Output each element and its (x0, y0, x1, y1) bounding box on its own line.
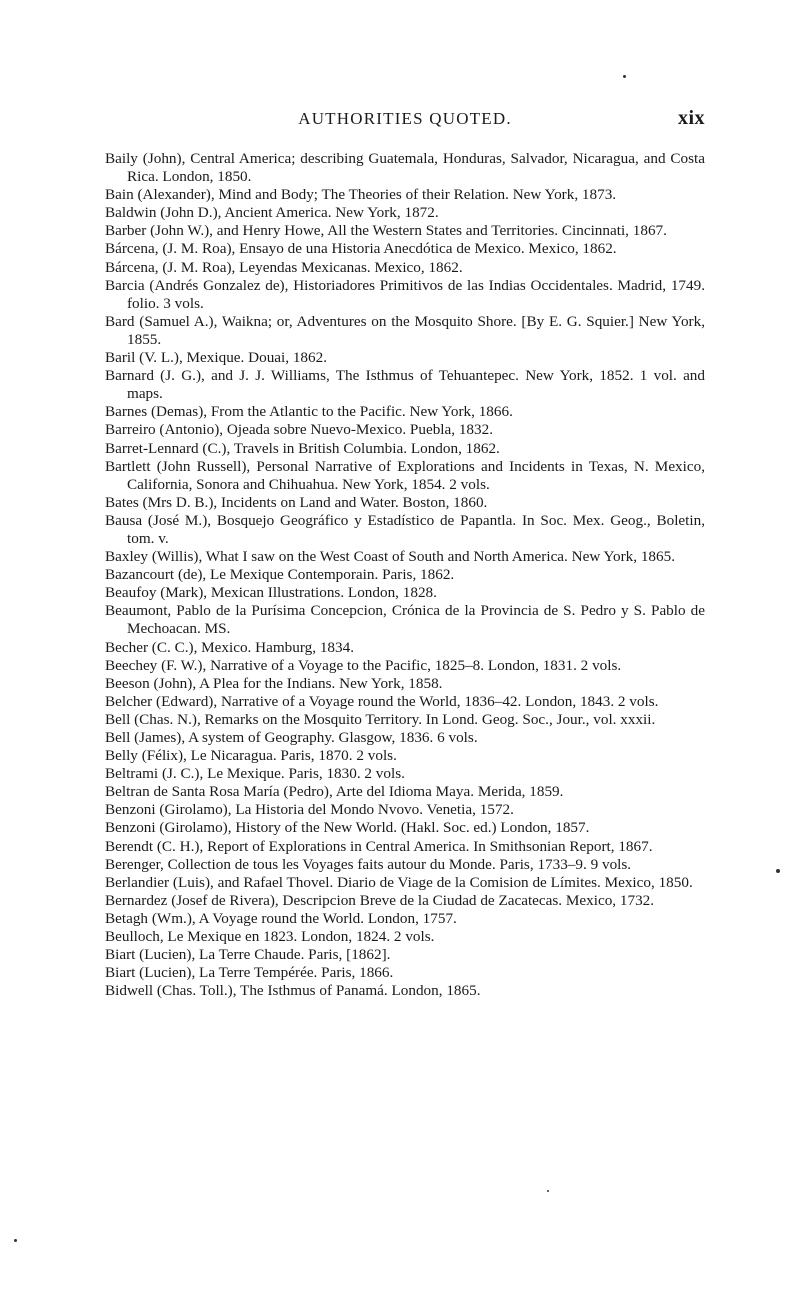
bibliography-entry: Bard (Samuel A.), Waikna; or, Adventures on the Mosquito Shore. [By E. G. Squier.] New York, 1855. (105, 312, 705, 348)
bibliography-entry: Beltrami (J. C.), Le Mexique. Paris, 1830. 2 vols. (105, 765, 405, 783)
bibliography-entry: Bernardez (Josef de Rivera), Descripcion Breve de la Ciudad de Zacatecas. Mexico, 1732. (105, 891, 655, 909)
bibliography-entry: Benzoni (Girolamo), History of the New World. (Hakl. Soc. ed.) London, 1857. (105, 819, 590, 837)
bibliography-entry: Bartlett (John Russell), Personal Narrative of Explorations and Incidents in Texas, N. Mexico, California, Sonora and Chihuahua. New York, 1854. 2 vols. (105, 457, 705, 493)
bibliography-entry: Barreiro (Antonio), Ojeada sobre Nuevo-Mexico. Puebla, 1832. (105, 421, 494, 439)
bibliography-entry: Barcia (Andrés Gonzalez de), Historiadores Primitivos de las Indias Occidentales. Madrid, 1749. folio. 3 vols. (105, 276, 705, 312)
bibliography-entry: Baldwin (John D.), Ancient America. New York, 1872. (105, 204, 439, 222)
bibliography-entry: Baily (John), Central America; describing Guatemala, Honduras, Salvador, Nicaragua, and Costa Rica. London, 1850. (105, 150, 705, 186)
bibliography-entry: Bárcena, (J. M. Roa), Leyendas Mexicanas. Mexico, 1862. (105, 258, 463, 276)
bibliography-entry: Beulloch, Le Mexique en 1823. London, 1824. 2 vols. (105, 928, 435, 946)
bibliography-list (105, 150, 705, 1000)
bibliography-entry: Berendt (C. H.), Report of Explorations in Central America. In Smithsonian Report, 1867. (105, 837, 653, 855)
scan-speck (14, 1239, 17, 1242)
running-title: AUTHORITIES QUOTED. (298, 109, 512, 128)
bibliography-entry: Bazancourt (de), Le Mexique Contemporain. Paris, 1862. (105, 566, 455, 584)
bibliography-entry: Barnard (J. G.), and J. J. Williams, The Isthmus of Tehuantepec. New York, 1852. 1 vol. and maps. (105, 367, 705, 403)
bibliography-entry: Becher (C. C.), Mexico. Hamburg, 1834. (105, 638, 354, 656)
page-number: xix (677, 107, 705, 129)
bibliography-entry: Beaufoy (Mark), Mexican Illustrations. London, 1828. (105, 584, 437, 602)
bibliography-entry: Bell (James), A system of Geography. Glasgow, 1836. 6 vols. (105, 729, 478, 746)
scan-speck (776, 869, 780, 873)
bibliography-entry: Betagh (Wm.), A Voyage round the World. London, 1757. (105, 909, 457, 927)
bibliography-entry: Beaumont, Pablo de la Purísima Concepcion, Crónica de la Provincia de S. Pedro y S. Pablo de Mechoacan. MS. (105, 602, 705, 638)
bibliography-entry: Bell (Chas. N.), Remarks on the Mosquito Territory. In Lond. Geog. Soc., Jour., vol. xxxii. (105, 710, 656, 728)
bibliography-entry: Belcher (Edward), Narrative of a Voyage round the World, 1836–42. London, 1843. 2 vols. (105, 692, 659, 710)
bibliography-entry: Bain (Alexander), Mind and Body; The Theories of their Relation. New York, 1873. (105, 186, 617, 204)
bibliography-entry: Benzoni (Girolamo), La Historia del Mondo Nvovo. Venetia, 1572. (105, 801, 514, 819)
bibliography-entry: Barret-Lennard (C.), Travels in British Columbia. London, 1862. (105, 439, 500, 457)
bibliography-entry: Beltran de Santa Rosa María (Pedro), Arte del Idioma Maya. Merida, 1859. (105, 783, 564, 801)
bibliography-entry: Beechey (F. W.), Narrative of a Voyage to the Pacific, 1825–8. London, 1831. 2 vols. (105, 656, 622, 674)
bibliography-entry: Bates (Mrs D. B.), Incidents on Land and Water. Boston, 1860. (105, 493, 488, 511)
bibliography-entry: Barber (John W.), and Henry Howe, All the Western States and Territories. Cincinnati, 1867. (105, 222, 667, 240)
bibliography-entry: Berenger, Collection de tous les Voyages faits autour du Monde. Paris, 1733–9. 9 vols. (105, 855, 632, 873)
page-header (105, 109, 705, 135)
bibliography-entry: Bárcena, (J. M. Roa), Ensayo de una Historia Anecdótica de Mexico. Mexico, 1862. (105, 240, 617, 258)
bibliography-entry: Baxley (Willis), What I saw on the West Coast of South and North America. New York, 1865. (105, 548, 676, 566)
bibliography-entry: Biart (Lucien), La Terre Tempérée. Paris, 1866. (105, 964, 394, 982)
bibliography-entry: Baril (V. L.), Mexique. Douai, 1862. (105, 349, 328, 367)
bibliography-entry: Berlandier (Luis), and Rafael Thovel. Diario de Viage de la Comision de Límites. Mexico, 1850. (105, 873, 693, 891)
bibliography-entry: Bidwell (Chas. Toll.), The Isthmus of Panamá. London, 1865. (105, 982, 481, 1000)
bibliography-entry: Belly (Félix), Le Nicaragua. Paris, 1870. 2 vols. (105, 747, 397, 765)
bibliography-entry: Barnes (Demas), From the Atlantic to the Pacific. New York, 1866. (105, 403, 513, 421)
bibliography-entry: Biart (Lucien), La Terre Chaude. Paris, [1862]. (105, 946, 391, 964)
scan-speck (623, 75, 626, 78)
bibliography-entry: Bausa (José M.), Bosquejo Geográfico y Estadístico de Papantla. In Soc. Mex. Geog., Boletin, tom. v. (105, 511, 705, 547)
bibliography-entry: Beeson (John), A Plea for the Indians. New York, 1858. (105, 674, 443, 692)
scan-speck (547, 1190, 549, 1192)
